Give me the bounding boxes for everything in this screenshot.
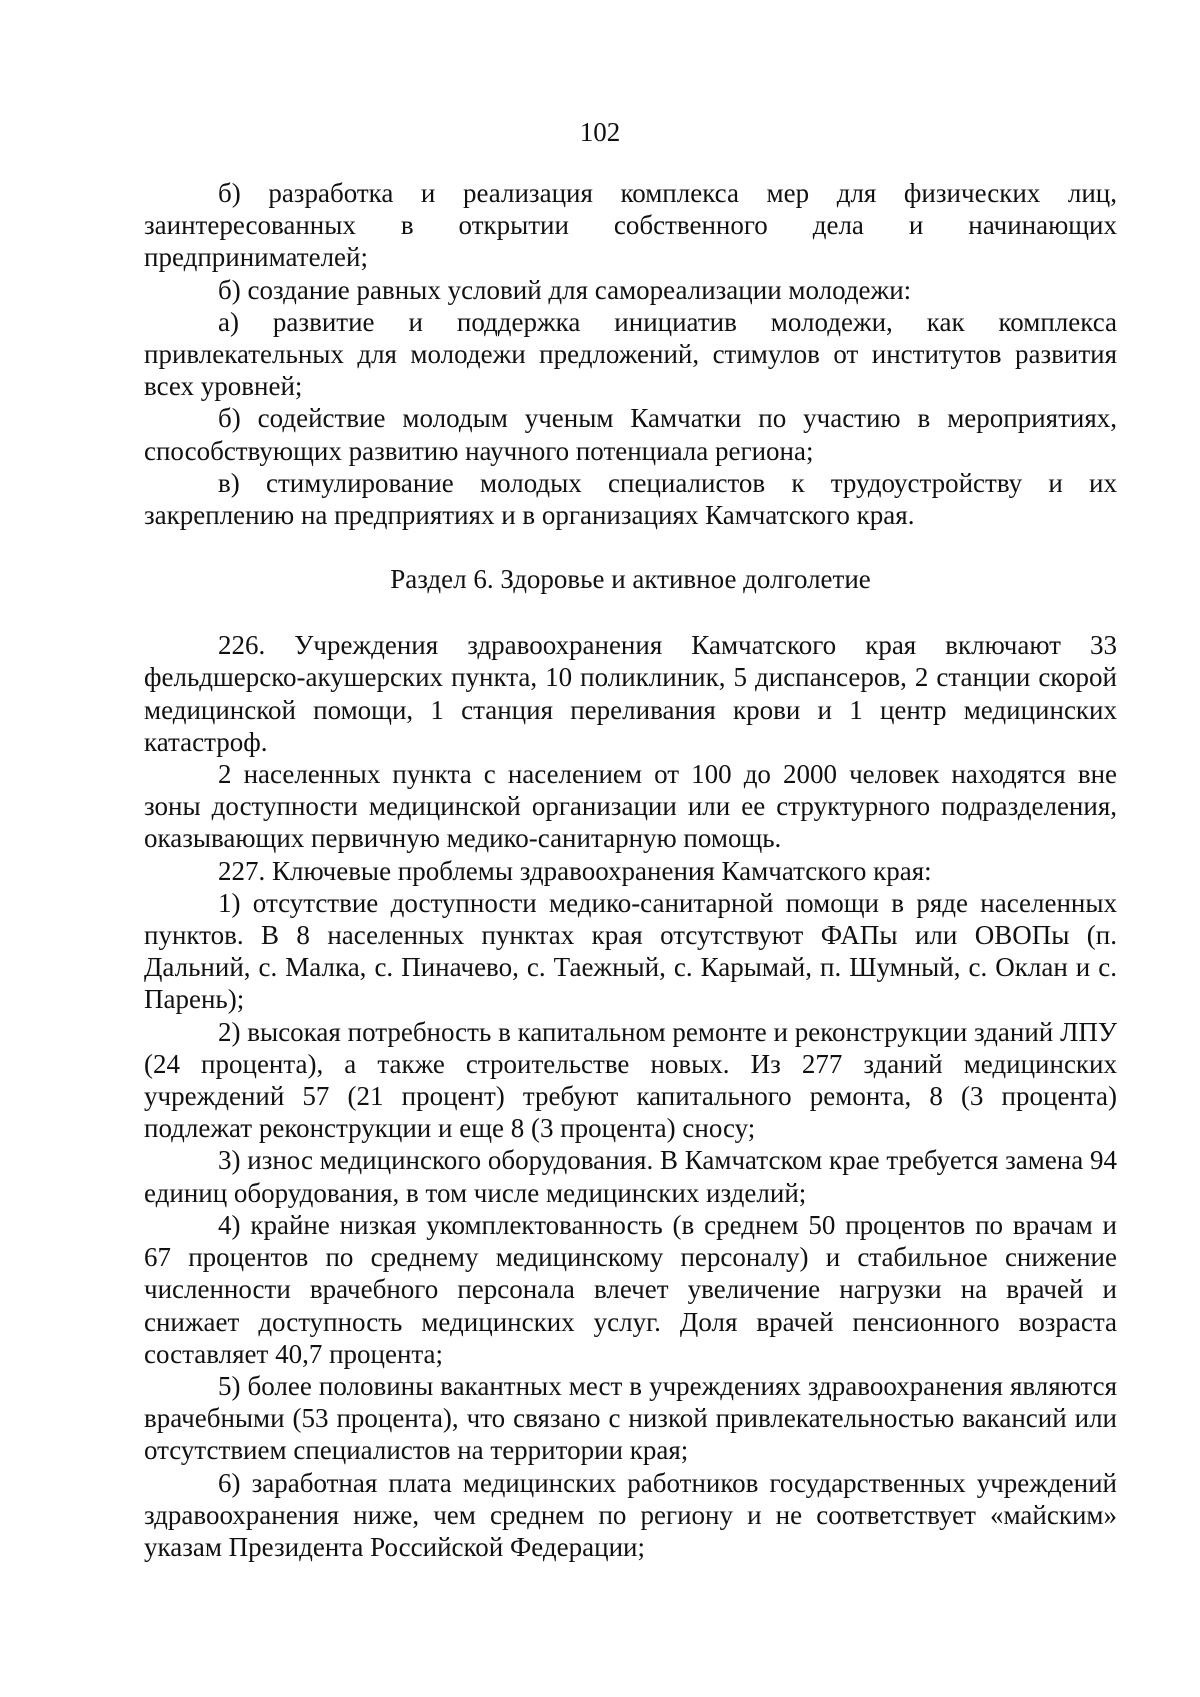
paragraph: 226. Учреждения здравоохранения Камчатского края включают 33 фельдшерско-акушерских пункта, 10 поликлиник, 5 диспансеров, 2 станции скорой медицинской помощи, 1 станция переливания крови и 1 центр медицинских катастроф. [144,630,1117,757]
paragraph: 4) крайне низкая укомплектованность (в среднем 50 процентов по врачам и 67 процентов по среднему медицинскому персоналу) и стабильное снижение численности врачебного персонала влечет увеличение нагрузки на врачей и снижает доступность медицинских услуг. Доля врачей пенсионного возраста составляет 40,7 процента; [144,1209,1117,1369]
paragraph: 6) заработная плата медицинских работников государственных учреждений здравоохранения ниже, чем среднем по региону и не соответствует «майским» указам Президента Российской Федерации; [144,1467,1117,1562]
paragraph: 2 населенных пункта с населением от 100 до 2000 человек находятся вне зоны доступности медицинской организации или ее структурного подразделения, оказывающих первичную медико-санитарную помощь. [144,759,1117,854]
page-body [144,177,1117,1563]
paragraph: б) создание равных условий для самореализации молодежи: [218,274,912,305]
paragraph: б) содействие молодым ученым Камчатки по участию в мероприятиях, способствующих развитию научного потенциала региона; [144,403,1117,466]
paragraph: 1) отсутствие доступности медико-санитарной помощи в ряде населенных пунктов. В 8 населенных пунктах края отсутствуют ФАПы или ОВОПы (п. Дальний, с. Малка, с. Пиначево, с. Таежный, с. Карымай, п. Шумный, с. Оклан и с. Парень); [144,887,1117,1015]
paragraph: 227. Ключевые проблемы здравоохранения Камчатского края: [218,855,932,886]
paragraph: в) стимулирование молодых специалистов к трудоустройству и их закреплению на предприятиях и в организациях Камчатского края. [144,467,1117,531]
paragraph: 2) высокая потребность в капитальном ремонте и реконструкции зданий ЛПУ (24 процента), а также строительстве новых. Из 277 зданий медицинских учреждений 57 (21 процент) требуют капитального ремонта, 8 (3 процента) подлежат реконструкции и еще 8 (3 процента) сносу; [144,1016,1117,1144]
section-heading: Раздел 6. Здоровье и активное долголетие [390,564,871,595]
paragraph: 5) более половины вакантных мест в учреждениях здравоохранения являются врачебными (53 процента), что связано с низкой привлекательностью вакансий или отсутствием специалистов на территории края; [144,1370,1117,1466]
page-number: 102 [579,117,621,147]
paragraph: б) разработка и реализация комплекса мер для физических лиц, заинтересованных в открытии собственного дела и начинающих предпринимателей; [144,178,1117,273]
paragraph: а) развитие и поддержка инициатив молодежи, как комплекса привлекательных для молодежи предложений, стимулов от институтов развития всех уровней; [144,306,1117,402]
paragraph: 3) износ медицинского оборудования. В Камчатском крае требуется замена 94 единиц оборудования, в том числе медицинских изделий; [144,1145,1117,1208]
